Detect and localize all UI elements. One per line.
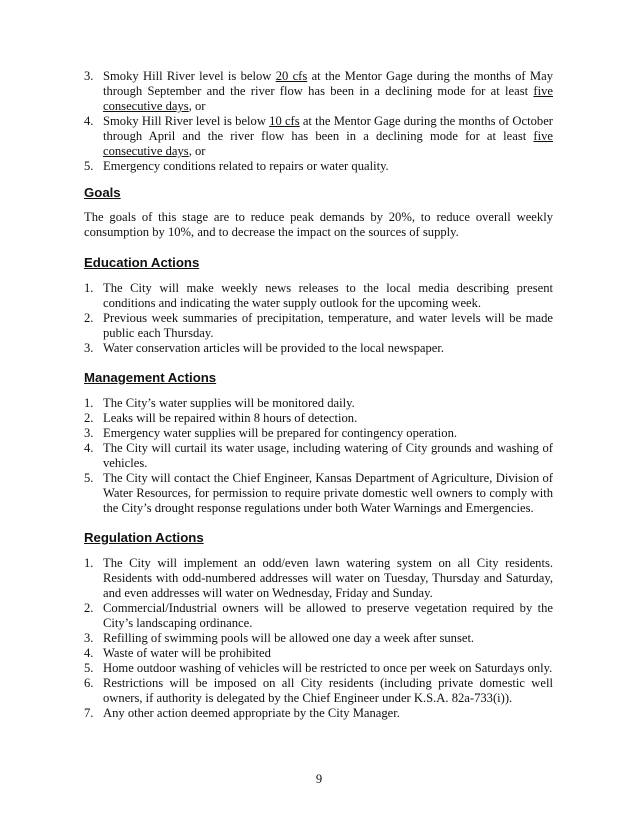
list-text-start: Smoky Hill River level is below [103,69,276,83]
list-item [84,281,553,311]
list-number: 4. [84,441,94,455]
list-number: 6. [84,676,94,690]
list-text-middle: at the Mentor Gage during the months of May through September and the river flow has been in a declining mode for at least [103,69,553,98]
list-text: Commercial/Industrial owners will be allowed to preserve vegetation required by the City’s landscaping ordinance. [103,601,553,630]
list-number: 5. [84,661,94,675]
goals-heading: Goals [84,185,121,200]
list-number: 3. [84,631,94,645]
list-number: 5. [84,471,94,485]
list-text: Home outdoor washing of vehicles will be restricted to once per week on Saturdays only. [103,661,553,675]
list-text: The City will contact the Chief Engineer, Kansas Department of Agriculture, Division of Water Resources, for permission to require private domestic well owners to comply with the City’s drought response regulations under both Water Warnings and Emergencies. [103,471,553,515]
list-item [84,159,553,174]
list-number: 3. [84,341,94,355]
list-item [84,311,553,341]
list-item [84,706,553,721]
list-text: The City will implement an odd/even lawn watering system on all City residents. Residents with odd-numbered addresses will water on Tuesday, Thursday and Saturday, and even addresses will water on Wednesday, Friday and Sunday. [103,556,553,600]
list-text-end: , or [188,99,206,113]
list-number: 2. [84,411,94,425]
list-text: Emergency conditions related to repairs or water quality. [103,159,389,173]
list-text-end: , or [188,144,206,158]
list-item [84,396,553,411]
list-item [84,426,553,441]
list-number: 2. [84,311,94,325]
list-text: The City will curtail its water usage, including watering of City grounds and washing of vehicles. [103,441,553,470]
list-number: 4. [84,646,94,660]
list-item [84,646,553,661]
list-number: 2. [84,601,94,615]
management-actions-heading: Management Actions [84,370,217,385]
list-text: Refilling of swimming pools will be allowed one day a week after sunset. [103,631,475,645]
list-text: Any other action deemed appropriate by the City Manager. [103,706,400,720]
page-content [84,69,553,721]
list-number: 7. [84,706,94,720]
list-number: 1. [84,556,94,570]
education-actions-list [84,281,553,356]
list-text-start: Smoky Hill River level is below [103,114,270,128]
list-number: 1. [84,396,94,410]
list-item [84,341,553,356]
list-text: Leaks will be repaired within 8 hours of detection. [103,411,358,425]
list-number: 3. [84,69,94,83]
list-item [84,114,553,159]
list-number: 1. [84,281,94,295]
list-item [84,471,553,516]
list-item [84,441,553,471]
list-item [84,69,553,114]
list-number: 5. [84,159,94,173]
list-number: 3. [84,426,94,440]
education-actions-heading: Education Actions [84,255,200,270]
list-text-middle: at the Mentor Gage during the months of October through April and the river flow has been in a declining mode for at least [103,114,553,143]
list-text: The City will make weekly news releases to the local media describing present conditions and indicating the water supply outlook for the upcoming week. [103,281,553,310]
list-item [84,601,553,631]
goals-paragraph: The goals of this stage are to reduce peak demands by 20%, to reduce overall weekly consumption by 10%, and to decrease the impact on the sources of supply. [84,210,553,239]
underlined-duration: five consecutive days [103,129,553,158]
underlined-flow-value: 10 cfs [269,114,300,128]
list-item [84,411,553,426]
list-text: Emergency water supplies will be prepared for contingency operation. [103,426,458,440]
underlined-duration: five consecutive days [103,84,553,113]
underlined-flow-value: 20 cfs [275,69,308,83]
list-text: The City’s water supplies will be monitored daily. [103,396,355,410]
trigger-conditions-list [84,69,553,174]
list-text: Water conservation articles will be provided to the local newspaper. [103,341,444,355]
list-text: Restrictions will be imposed on all City residents (including private domestic well owners, if authority is delegated by the Chief Engineer under K.S.A. 82a-733(i)). [103,676,553,705]
list-item [84,631,553,646]
list-text: Previous week summaries of precipitation, temperature, and water levels will be made public each Thursday. [103,311,553,340]
list-item [84,556,553,601]
list-item [84,676,553,706]
page-number: 9 [315,772,323,786]
list-item [84,661,553,676]
regulation-actions-list [84,556,553,721]
management-actions-list [84,396,553,516]
list-number: 4. [84,114,94,128]
list-text: Waste of water will be prohibited [103,646,271,660]
regulation-actions-heading: Regulation Actions [84,530,204,545]
